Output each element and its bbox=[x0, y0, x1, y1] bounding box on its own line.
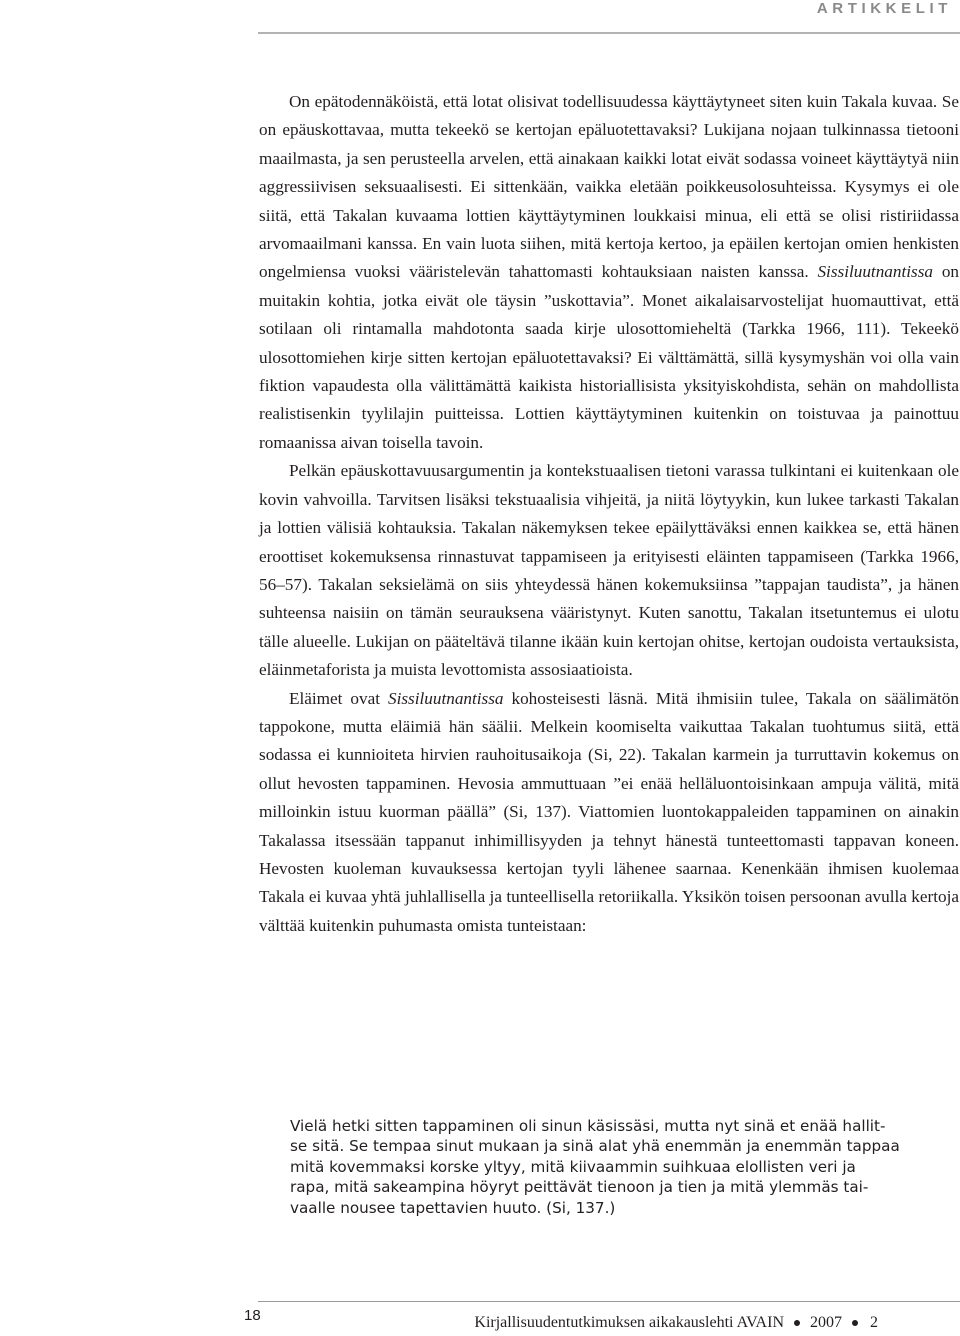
bullet-icon bbox=[794, 1320, 800, 1326]
header-rule bbox=[258, 32, 960, 34]
quote-line: mitä kovemmaksi korske yltyy, mitä kiivaammin suihkuaa elollisten veri ja bbox=[290, 1157, 856, 1176]
paragraph-3-text-a: Eläimet ovat bbox=[289, 688, 388, 708]
paragraph-2: Pelkän epäuskottavuusargumentin ja kontekstuaalisen tietoni varassa tulkintani ei kuitenkaan ole kovin vahvoilla. Tarvitsen lisäksi tekstuaalisia vihjeitä, ja niitä löytyykin, kun lukee tarkasti Takalan ja lottien välisiä kohtauksia. Takalan näkemyksen tekee epäilyttäväksi ennen kaikkea se, että hänen eroottiset kokemuksensa rinnastuvat tappamiseen ja erityisesti eläinten tappamiseen (Tarkka 1966, 56–57). Takalan seksielämä on siis yhteydessä hänen kokemuksiinsa ”tappajan taudista”, ja hänen suhteensa naisiin on tämän seurauksena vääristynyt. Kuten sanottu, Takalan itsetuntemus ei ulotu tälle alueelle. Lukijan on pääteltävä tilanne ikään kuin kertojan ohitse, kertojan oudoista vertauksista, eläinmetaforista ja muista levottomista assosiaatioista. bbox=[259, 461, 959, 680]
quote-line: Vielä hetki sitten tappaminen oli sinun käsissäsi, mutta nyt sinä et enää hallit- bbox=[290, 1117, 886, 1135]
journal-name: Kirjallisuudentutkimuksen aikakauslehti AVAIN bbox=[474, 1314, 784, 1331]
paragraph-3 bbox=[259, 685, 959, 941]
section-label: ARTIKKELIT bbox=[816, 0, 952, 17]
journal-year: 2007 bbox=[810, 1314, 842, 1331]
bullet-icon bbox=[852, 1320, 858, 1326]
block-quote bbox=[290, 1116, 905, 1218]
journal-issue: 2 bbox=[870, 1314, 878, 1331]
book-title: Sissiluutnantissa bbox=[387, 688, 504, 708]
quote-line: rapa, mitä sakeampina höyryt peittävät tienoon ja tien ja mitä ylemmäs tai- bbox=[290, 1178, 869, 1197]
paragraph-1-text-b: on muitakin kohtia, jotka eivät ole täysin ”uskottavia”. Monet aikalaisarvostelijat huomauttivat, että sotilaan oli rintamalla mahdotonta saada kirje ulosottomieheltä (Tarkka 1966, 111). Tekeekö ulosottomiehen kirje sitten kertojan epäluotettavaksi? Ei välttämättä, sillä kysymyshän voi olla vain fiktion vapaudesta olla välittämättä kaikista historiallisista yksityiskohdista, sehän on mahdollista realistisenkin tyylilajin puitteissa. Lottien käyttäytyminen kuitenkin on toistuvaa ja painottuu romaanissa aivan toisella tavoin. bbox=[259, 262, 959, 452]
quote-line: se sitä. Se tempaa sinut mukaan ja sinä alat yhä enemmän ja enemmän tappaa bbox=[290, 1137, 900, 1156]
journal-footer bbox=[474, 1314, 878, 1332]
paragraph-3-text-b: kohosteisesti läsnä. Mitä ihmisiin tulee, Takala on säälimätön tappokone, mutta eläimiä hän säälii. Melkein koomiselta vaikuttaa Takalan tuohtumus siitä, että sodassa ei kunnioiteta hirvien rauhoitusaikoja (Si, 22). Takalan karmein ja turruttavin kokemus on ollut hevosten tappaminen. Hevosia ammuttuaan ”ei enää helläluontoisinkaan ampuja välitä, mitä milloinkin istuu kuorman päällä” (Si, 137). Viattomien luontokappaleiden tappaminen on ainakin Takalassa itsessään tappanut inhimillisyyden ja tehnyt hänestä tunteettomasti tappavan koneen. Hevosten kuoleman kuvauksessa kertojan tyyli lähenee saarnaa. Kenenkään ihmisen kuolemaa Takala ei kuvaa yhtä juhlallisella ja tunteellisella retoriikalla. Yksikön toisen persoonan avulla kertoja välttää kuitenkin puhumasta omista tunteistaan: bbox=[259, 688, 959, 935]
paragraph-1-text-a: On epätodennäköistä, että lotat olisivat todellisuudessa käyttäytyneet siten kuin Takala kuvaa. Se on epäuskottavaa, mutta tekeekö se kertojan epäluotettavaksi? Lukijana nojaan tulkinnassa tietooni maailmasta, ja sen perusteella arvelen, että ainakaan kaikki lotat eivät sodassa voineet käyttäytyä niin aggressiivisen seksuaalisesti. Ei sittenkään, vaikka eletään poikkeusolosuhteissa. Kysymys ei ole siitä, että Takalan kuvaama lottien käyttäytyminen loukkaisi minua, eli että se olisi ristiriidassa arvomaailmani kanssa. En vain luota siihen, mitä kertoja kertoo, ja epäilen kertojan omien henkisten ongelmiensa vuoksi vääristelevän tahattomasti kohtauksiaan naisten kanssa. bbox=[259, 92, 959, 282]
quote-line: vaalle nousee tapettavien huuto. (Si, 137.) bbox=[290, 1198, 616, 1217]
footer-rule bbox=[258, 1301, 960, 1302]
book-title: Sissiluutnantissa bbox=[817, 262, 934, 282]
article-body bbox=[259, 88, 959, 940]
page-number: 18 bbox=[244, 1307, 261, 1324]
paragraph-1 bbox=[259, 88, 959, 457]
